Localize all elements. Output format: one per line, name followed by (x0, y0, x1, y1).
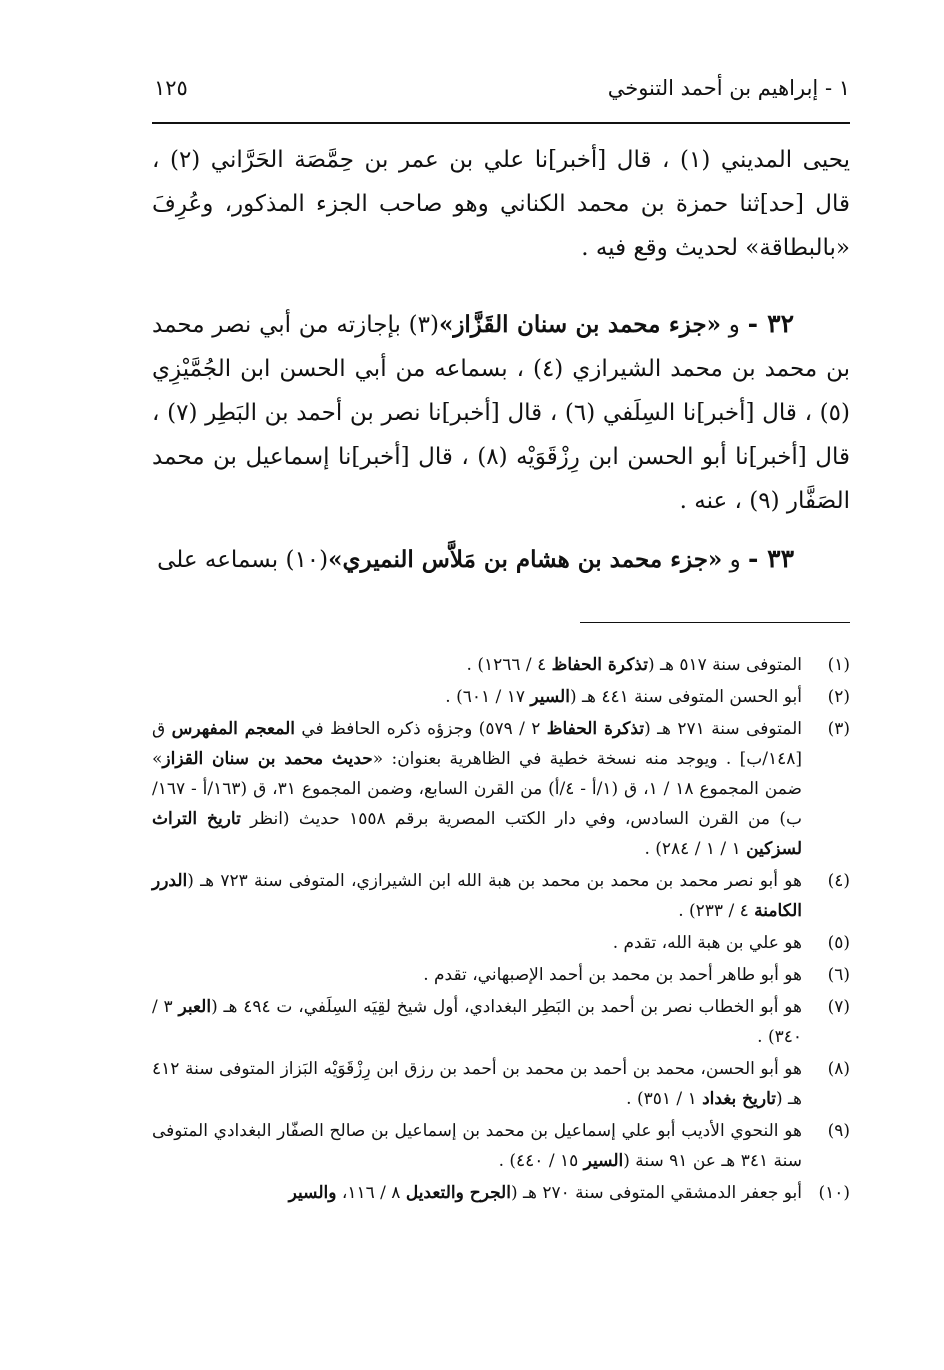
footnote (152, 1178, 850, 1208)
footnote-source-title: السير (530, 687, 570, 707)
footnote-text: هو أبو الحسن، محمد بن أحمد بن محمد بن أحمد بن رزق ابن رِزْقَوَيْه البَزاز المتوفى سنة ٤١٢ هـ ( (152, 1059, 802, 1109)
entry-32-conjunction: و (721, 312, 748, 338)
footnote (152, 866, 850, 926)
footnote-number: (٥) (827, 933, 850, 953)
header-rule (152, 122, 850, 124)
footnote-text: ١ / ١ / ٢٨٤) . (644, 839, 747, 859)
footnote-text: ٤ / ١٢٦٦) . (466, 655, 552, 675)
footnote-source-title: تاريخ التراث لسزكين (152, 809, 802, 859)
footnote-text: ١٥ / ٤٤٠) . (498, 1151, 584, 1171)
footnote-text: ٣ / ٣٤٠) . (152, 997, 802, 1047)
footnote-text: ١٧ / ٦٠١) . (445, 687, 531, 707)
footnote-text: » ضمن المجموع ١٨ / ١، ق (١/أ - ٤/أ) من القرن السابع، وضمن المجموع ٣١، ق (١٦٣/أ - ١٦٧/ب) من القرن السادس، وفي دار الكتب المصرية برقم ١٥٥٨ حديث (انظر (152, 749, 802, 829)
footnote (152, 960, 850, 990)
footnote-text: ١ / ٣٥١) . (626, 1089, 703, 1109)
footnote-number: (٢) (827, 687, 850, 707)
footnote (152, 992, 850, 1052)
page-header (150, 70, 850, 110)
footnote-source-title: تاريخ بغداد (702, 1089, 777, 1109)
footnote-source-title: المعجم المفهرس (171, 719, 295, 739)
running-title: ١ - إبراهيم بن أحمد التنوخي (607, 76, 850, 100)
footnote-source-title: الجرح والتعديل (405, 1183, 511, 1203)
footnote-text: ٤ / ٢٣٣) . (678, 901, 755, 921)
footnote (152, 1054, 850, 1114)
footnote-text: هو أبو نصر محمد بن محمد بن محمد بن هبة الله ابن الشيرازي، المتوفى سنة ٧٢٣ هـ ( (187, 871, 803, 891)
footnotes (152, 650, 850, 1210)
footnote-text: هو النحوي الأديب أبو علي إسماعيل بن محمد بن إسماعيل بن صالح الصفّار البغدادي المتوفى سنة ٣٤١ هـ عن ٩١ سنة ( (152, 1121, 802, 1171)
footnote-number: (١٠) (818, 1183, 850, 1203)
footnote-number: (٦) (827, 965, 850, 985)
entry-32-title: «جزء محمد بن سنان القَزَّاز» (438, 311, 721, 338)
entry-32 (152, 302, 850, 523)
entry-32-text: (٣) بإجازته من أبي نصر محمد بن محمد بن محمد الشيرازي (٤) ، بسماعه من أبي الحسن ابن الجُمَّيْزِي (٥) ، قال [أخبر]نا السِلَفي (٦) ، قال [أخبر]نا نصر بن أحمد بن البَطِر (٧) ، قال [أخبر]نا أبو الحسن ابن رِزْقَوَيْه (٨) ، قال [أخبر]نا إسماعيل بن محمد الصَفَّار (٩) ، عنه . (152, 312, 851, 514)
footnote-source-title: تذكرة الحفاظ (551, 655, 648, 675)
footnote-text: هو أبو طاهر أحمد بن محمد بن أحمد الإصبهاني، تقدم . (423, 965, 802, 985)
footnote-number: (٤) (827, 871, 850, 891)
footnote-number: (٣) (827, 719, 850, 739)
entry-32-number: ٣٢ - (747, 309, 795, 338)
footnote (152, 714, 850, 864)
footnote-number: (٩) (827, 1121, 850, 1141)
footnote-number: (٨) (827, 1059, 850, 1079)
footnote-source-title: الدرر الكامنة (152, 871, 802, 921)
entry-33-conjunction: و (722, 547, 749, 573)
entry-33-number: ٣٣ - (748, 544, 794, 573)
footnote-text: أبو الحسن المتوفى سنة ٤٤١ هـ ( (569, 687, 802, 707)
footnote-number: (١) (827, 655, 850, 675)
entry-33-text: (١٠) بسماعه على (157, 547, 329, 573)
paragraph-continuation: يحيى المديني (١) ، قال [أخبر]نا علي بن عمر بن حِمَّصَة الحَرَّاني (٢) ، قال [حد]ثنا حمزة بن محمد الكناني وهو صاحب الجزء المذكور، وعُرِفَ «بالبطاقة» لحديث وقع فيه . (152, 147, 851, 261)
footnote-text: ٨ / ١١٦، (336, 1183, 406, 1203)
footnote-text: ق [١٤٨/ب] . ويوجد منه نسخة خطية في الظاهرية بعنوان: « (152, 719, 802, 769)
page-number: ١٢٥ (154, 76, 188, 100)
footnote (152, 1116, 850, 1176)
footnote-separator (580, 622, 850, 623)
main-text (152, 138, 850, 582)
footnote-source-title: السير (583, 1151, 624, 1171)
footnote-text: المتوفى سنة ٥١٧ هـ ( (647, 655, 802, 675)
footnote-text: أبو جعفر الدمشقي المتوفى سنة ٢٧٠ هـ ( (510, 1183, 802, 1203)
footnote-source-title: تذكرة الحفاظ (546, 719, 645, 739)
footnote (152, 650, 850, 680)
footnote-text: ٢ / ٥٧٩) وجزؤه ذكره الحافظ في (295, 719, 547, 739)
entry-33-title: «جزء محمد بن هشام بن مَلاَّس النميري» (328, 546, 723, 573)
footnote-text: هو أبو الخطاب نصر بن أحمد بن البَطِر البغدادي، أول شيخ لقِيَه السِلَفي، ت ٤٩٤ هـ ( (211, 997, 803, 1017)
footnote (152, 928, 850, 958)
footnote-source-title: حديث محمد بن سنان القزاز (162, 749, 373, 769)
footnote-number: (٧) (827, 997, 850, 1017)
footnote-source-title: العبر (178, 997, 212, 1017)
entry-33 (152, 537, 850, 582)
footnote-text: المتوفى سنة ٢٧١ هـ ( (644, 719, 802, 739)
footnote-text: هو علي بن هبة الله، تقدم . (612, 933, 802, 953)
footnote-source-title: والسير (288, 1183, 337, 1203)
footnote (152, 682, 850, 712)
